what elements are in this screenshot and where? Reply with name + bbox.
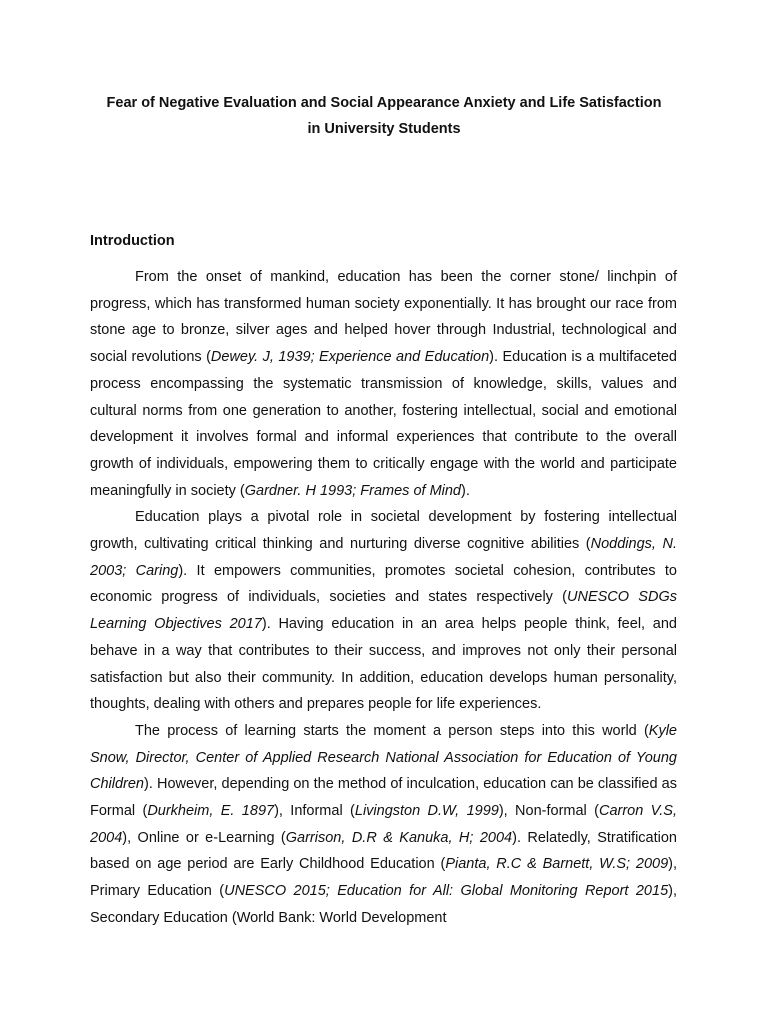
body-text-run: ), Primary Education ( bbox=[90, 856, 677, 900]
citation-text: Garrison, D.R & Kanuka, H; 2004 bbox=[285, 829, 513, 846]
citation-text: UNESCO SDGs Learning Objectives 2017 bbox=[90, 589, 677, 633]
citation-text: Carron V.S, 2004 bbox=[90, 803, 677, 846]
paper-title-line-1: Fear of Negative Evaluation and Social Appearance Anxiety and Life Satisfaction bbox=[106, 95, 662, 111]
paragraph-2 bbox=[90, 504, 677, 718]
body-text-run: ), Secondary Education (World Bank: World Development bbox=[90, 883, 677, 926]
citation-text: Livingston D.W, 1999 bbox=[354, 803, 499, 820]
body-text-run: ). Education is a multifaceted process encompassing the systematic transmission of knowledge, skills, values and cultural norms from one generation to another, fostering intellectual, social and emotional development it involves formal and informal experiences that contribute to the overall growth of individuals, empowering them to critically engage with the world and participate meaningfully in society ( bbox=[90, 349, 677, 499]
body-text-run: ). It empowers communities, promotes societal cohesion, contributes to economic progress of individuals, societies and states respectively ( bbox=[90, 562, 677, 606]
body-text-run: The process of learning starts the moment a person steps into this world ( bbox=[135, 722, 649, 739]
body-text-run: ), Non-formal ( bbox=[498, 803, 599, 820]
citation-text: Pianta, R.C & Barnett, W.S; 2009 bbox=[445, 856, 669, 873]
paper-title-line-2: in University Students bbox=[307, 121, 461, 137]
paragraph-1 bbox=[90, 264, 677, 504]
citation-text: Dewey. J, 1939; Experience and Education bbox=[210, 349, 490, 366]
citation-text: Kyle Snow, Director, Center of Applied Research National Association for Education of Young Children bbox=[90, 722, 677, 793]
citation-text: Noddings, N. 2003; Caring bbox=[90, 536, 677, 579]
body-text-run: ). bbox=[461, 482, 470, 499]
paper-title bbox=[60, 90, 708, 142]
paragraph-3 bbox=[90, 718, 677, 932]
body-text-run: ). However, depending on the method of inculcation, education can be classified as Formal ( bbox=[90, 776, 677, 820]
introduction-body bbox=[90, 264, 677, 932]
body-text-run: ), Online or e-Learning ( bbox=[122, 829, 286, 846]
citation-text: Gardner. H 1993; Frames of Mind bbox=[244, 482, 461, 499]
body-text-run: Education plays a pivotal role in societal development by fostering intellectual growth, cultivating critical thinking and nurturing diverse cognitive abilities ( bbox=[90, 509, 677, 553]
citation-text: UNESCO 2015; Education for All: Global Monitoring Report 2015 bbox=[224, 883, 669, 900]
body-text-run: From the onset of mankind, education has been the corner stone/ linchpin of progress, which has transformed human society exponentially. It has brought our race from stone age to bronze, silver ages and helped hover through Industrial, technological and social revolutions ( bbox=[90, 269, 677, 366]
body-text-run: ). Having education in an area helps people think, feel, and behave in a way that contributes to their success, and improves not only their personal satisfaction but also their community. In addition, education develops human personality, thoughts, dealing with others and prepares people for life experiences. bbox=[90, 616, 677, 713]
section-heading-introduction: Introduction bbox=[90, 233, 175, 249]
citation-text: Durkheim, E. 1897 bbox=[147, 803, 275, 820]
body-text-run: ), Informal ( bbox=[274, 803, 355, 820]
body-text-run: ). Relatedly, Stratification based on age period are Early Childhood Education ( bbox=[90, 829, 677, 873]
